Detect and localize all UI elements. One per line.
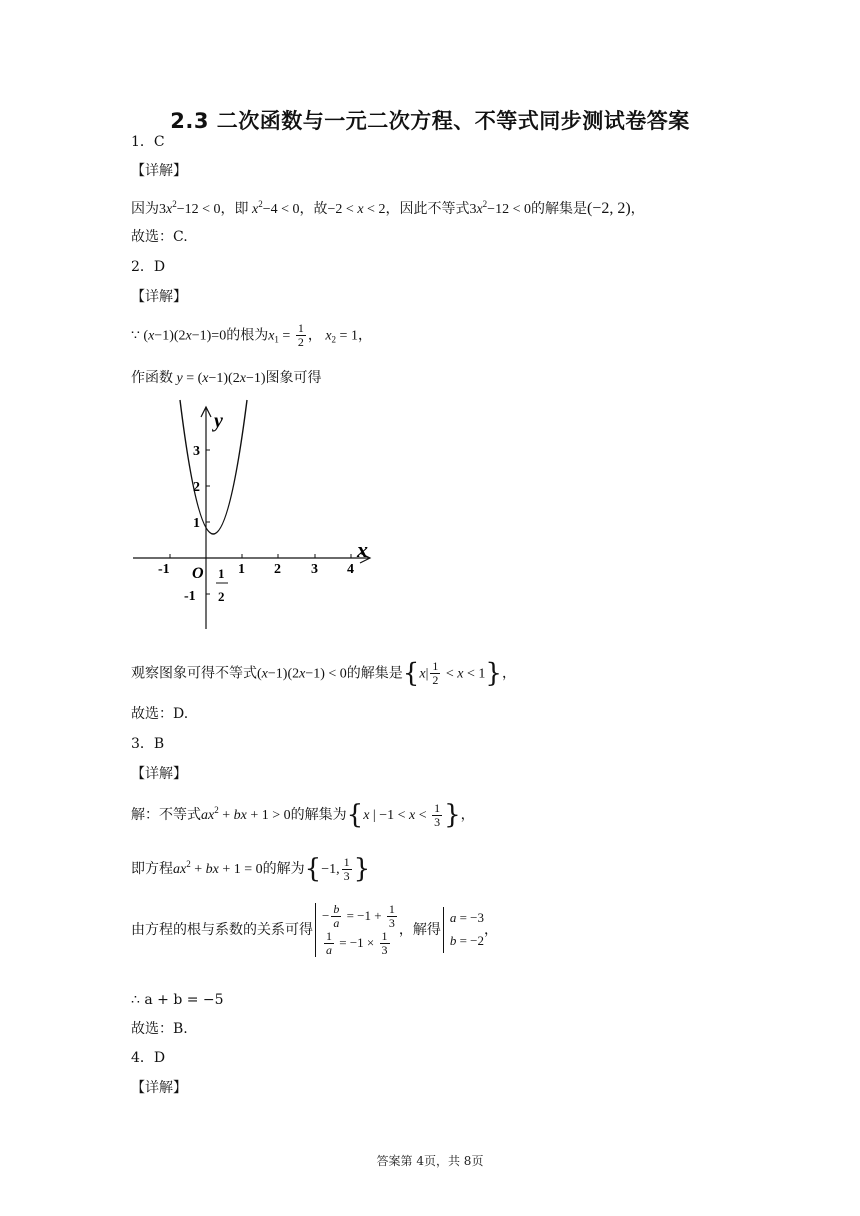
y-axis-label: y — [214, 410, 223, 432]
q1-solution-line: 因为$3x^2-12 < 0$，即 $x^2-4 < 0$，故−2 < x < 2，因此不等式$3x^2-12 < 0$的解集是(−2, 2)， — [131, 199, 645, 217]
page-title: 2.3 二次函数与一元二次方程、不等式同步测试卷答案 — [170, 109, 690, 133]
q3-detail-label: 【详解】 — [131, 766, 187, 782]
q2-number: 2．D — [131, 259, 166, 275]
q1-number: 1．C — [131, 134, 165, 150]
q4-number: 4．D — [131, 1050, 166, 1066]
x-tick-label: -1 — [158, 562, 170, 577]
y-tick-label: -1 — [184, 589, 196, 604]
q2-observe-line: 观察图象可得不等式(x−1)(2x−1) < 0的解集是{x| $\frac{1}{2}$ < x < 1}， — [131, 658, 516, 689]
parabola-graph — [128, 395, 378, 635]
q2-detail-label: 【详解】 — [131, 289, 187, 305]
q1-answer: 故选：C. — [131, 229, 188, 245]
x-tick-label: 1 — [238, 562, 245, 577]
q3-number: 3．B — [131, 736, 165, 752]
x-axis-label: x — [357, 537, 368, 562]
y-tick-label: 1 — [193, 516, 200, 531]
half-tick-numerator: 1 — [218, 566, 225, 581]
half-tick-denominator: 2 — [218, 589, 225, 604]
q2-answer: 故选：D. — [131, 706, 189, 722]
x-tick-label: 2 — [274, 562, 281, 577]
y-tick-label: 3 — [193, 444, 200, 459]
q2-roots-line: ∵ (x−1)(2x−1)=0的根为$x_1$ = $\frac{1}{2}$ ， $x_2 = 1$， — [131, 321, 372, 349]
page-footer: 答案第 4页，共 8页 — [376, 1154, 484, 1168]
origin-label: O — [192, 565, 204, 582]
q3-conclusion: ∴ a + b = −5 — [131, 992, 224, 1008]
q3-equation-line: 即方程$ax^2$ + bx + 1 = 0的解为{−1, $\frac{1}{3}$ } — [131, 854, 371, 884]
q3-answer: 故选：B. — [131, 1021, 188, 1037]
q3-system-line: 由方程的根与系数的关系可得 − $\frac{b}{a}$ = −1 + $\frac{1}{3}$ $\frac{1}{a}$ = −1 × $\frac{1}{3}$ ，解得 a = −3 b = −2 ， — [131, 902, 499, 957]
y-tick-label: 2 — [193, 480, 200, 495]
q3-inequality-line: 解：不等式$ax^2$ + bx + 1 > 0的解集为{x | −1 < x < $\frac{1}{3}$ }， — [131, 800, 475, 830]
q1-detail-label: 【详解】 — [131, 163, 187, 179]
q2-graph-text: 作函数 y = (x−1)(2x−1)图象可得 — [131, 370, 322, 386]
q4-detail-label: 【详解】 — [131, 1080, 187, 1096]
x-tick-label: 4 — [347, 562, 354, 577]
x-tick-label: 3 — [311, 562, 318, 577]
